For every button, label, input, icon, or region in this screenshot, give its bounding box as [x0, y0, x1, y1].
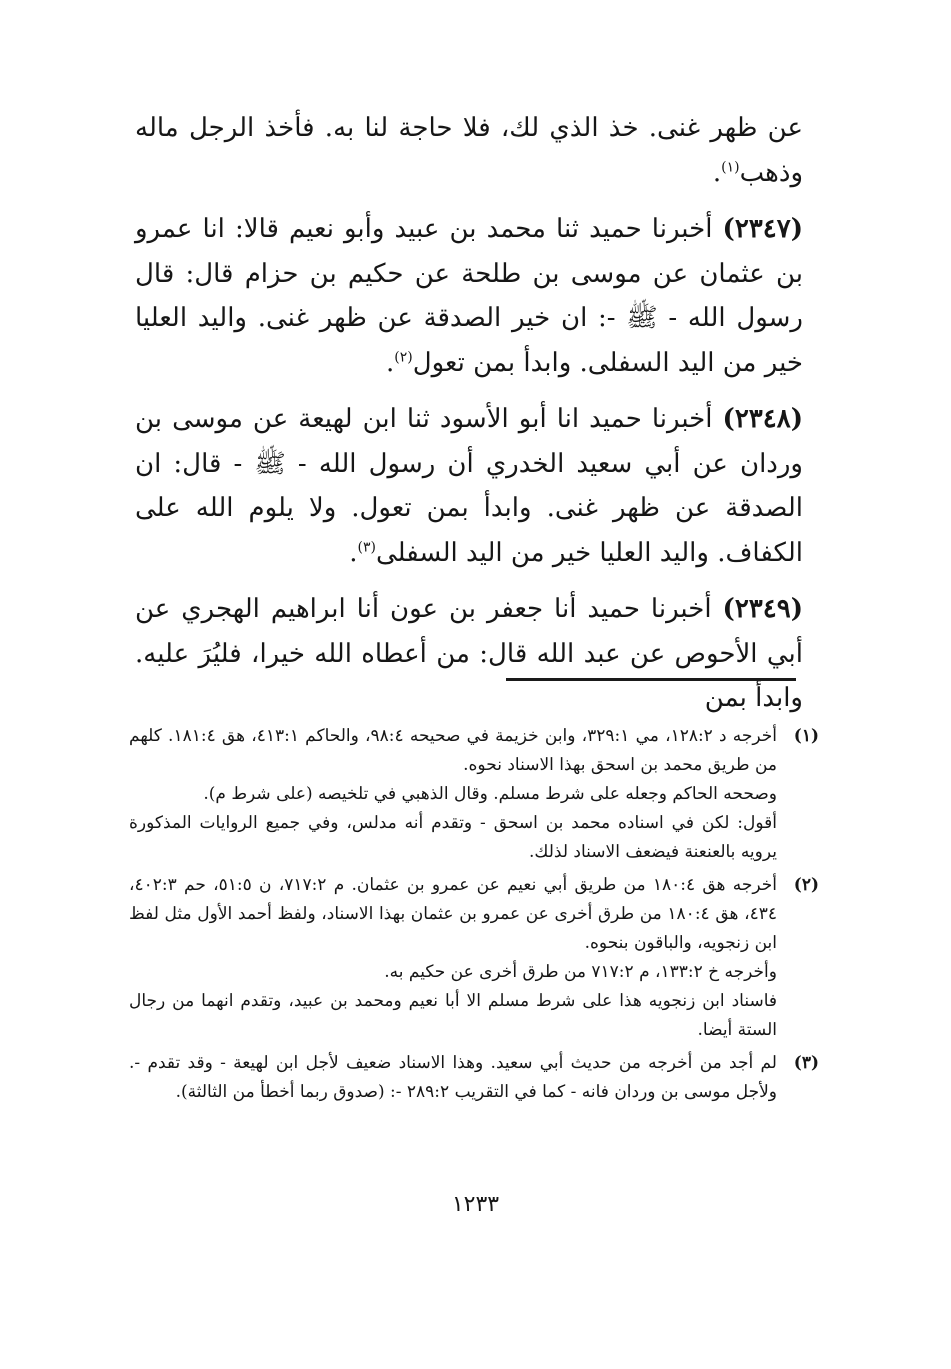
footnote-line: لم أجد من أخرجه من حديث أبي سعيد. وهذا الاسناد ضعيف لأجل ابن لهيعة - وقد تقدم -. ولأجل موسى بن وردان فانه - كما في التقريب ٢٨٩:٢ -: (صدوق ربما أخطأ من الثالثة). [129, 1053, 777, 1102]
footnote-3 [129, 1049, 819, 1107]
footnote-body [129, 871, 777, 1045]
footnote-number: (٢) [793, 875, 819, 895]
main-text [135, 106, 803, 733]
paragraph-text: أخبرنا حميد أنا جعفر بن عون أنا ابراهيم الهجري عن أبي الأحوص عن عبد الله قال: من أعطاه الله خيرا، فليُرَ عليه. وابدأ بمن [135, 594, 803, 713]
footnote-body [129, 1049, 777, 1107]
paragraph-text: أخبرنا حميد انا أبو الأسود ثنا ابن لهيعة عن موسى بن وردان عن أبي سعيد الخدري أن رسول الله - ﷺ - قال: ان الصدقة عن ظهر غنى. وابدأ بمن تعول. ولا يلوم الله على الكفاف. واليد العليا خير من اليد السفلى [135, 404, 803, 568]
footnote-number: (١) [793, 726, 819, 746]
hadith-2349 [135, 587, 803, 721]
footnote-1 [129, 722, 819, 867]
footnote-2 [129, 871, 819, 1045]
page-number: ١٢٣٣ [451, 1192, 500, 1217]
footnote-body [129, 722, 777, 867]
footnote-line: أخرجه هق ١٨٠:٤ من طريق أبي نعيم عن عمرو بن عثمان. م ٧١٧:٢، ن ٥١:٥، حم ٤٠٢:٣، ٤٣٤، هق ١٨٠:٤ من طرق أخرى عن عمرو بن عثمان بهذا الاسناد، ولفظ أحمد الأول مثل لفظ ابن زنجويه، والباقون بنحوه. [129, 875, 778, 953]
footnote-line: وأخرجه خ ١٣٣:٢، م ٧١٧:٢ من طرق أخرى عن حكيم به. [384, 962, 777, 982]
footnote-ref: (١) [721, 158, 740, 175]
footnote-line: أخرجه د ١٢٨:٢، مي ٣٢٩:١، وابن خزيمة في صحيحه ٩٨:٤، والحاكم ٤١٣:١، هق ١٨١:٤. كلهم من طريق محمد بن اسحق بهذا الاسناد نحوه. [129, 726, 777, 775]
hadith-number: (٢٣٤٩) [722, 594, 803, 624]
hadith-number: (٢٣٤٨) [722, 404, 803, 434]
paragraph-text: عن ظهر غنى. خذ الذي لك، فلا حاجة لنا به. فأخذ الرجل ماله وذهب [135, 113, 803, 188]
footnotes [129, 722, 819, 1111]
footnote-separator [506, 678, 796, 681]
paragraph-continuation: عن ظهر غنى. خذ الذي لك، فلا حاجة لنا به. فأخذ الرجل ماله وذهب$^{(١)}$. [135, 113, 803, 188]
footnote-line: وصححه الحاكم وجعله على شرط مسلم. وقال الذهبي في تلخيصه (على شرط م). [203, 784, 777, 804]
footnote-line: أقول: لكن في اسناده محمد بن اسحق - وتقدم أنه مدلس، وفي جميع الروايات المذكورة يرويه بالعنعنة فيضعف الاسناد لذلك. [129, 813, 777, 862]
hadith-number: (٢٣٤٧) [722, 214, 803, 244]
footnote-ref: (٢) [394, 348, 413, 365]
footnote-number: (٣) [793, 1053, 819, 1073]
paragraph-text: أخبرنا حميد ثنا محمد بن عبيد وأبو نعيم قالا: انا عمرو بن عثمان عن موسى بن طلحة عن حكيم بن حزام قال: قال رسول الله - ﷺ -: ان خير الصدقة عن ظهر غنى. واليد العليا خير من اليد السفلى. وابدأ بمن تعول [135, 214, 803, 378]
footnote-line: فاسناد ابن زنجويه هذا على شرط مسلم الا أبا نعيم ومحمد بن عبيد، وتقدم انهما من رجال الستة أيضا. [129, 991, 777, 1040]
footnote-ref: (٣) [357, 538, 376, 555]
hadith-2348: (٢٣٤٨) أخبرنا حميد انا أبو الأسود ثنا ابن لهيعة عن موسى بن وردان عن أبي سعيد الخدري أن رسول الله - ﷺ - قال: ان الصدقة عن ظهر غنى. وابدأ بمن تعول. ولا يلوم الله على الكفاف. واليد العليا خير من اليد السفلى$^{(٣)}$. [135, 404, 803, 568]
hadith-2347: (٢٣٤٧) أخبرنا حميد ثنا محمد بن عبيد وأبو نعيم قالا: انا عمرو بن عثمان عن موسى بن طلحة عن حكيم بن حزام قال: قال رسول الله - ﷺ -: ان خير الصدقة عن ظهر غنى. واليد العليا خير من اليد السفلى. وابدأ بمن تعول$^{(٢)}$. [135, 214, 803, 378]
